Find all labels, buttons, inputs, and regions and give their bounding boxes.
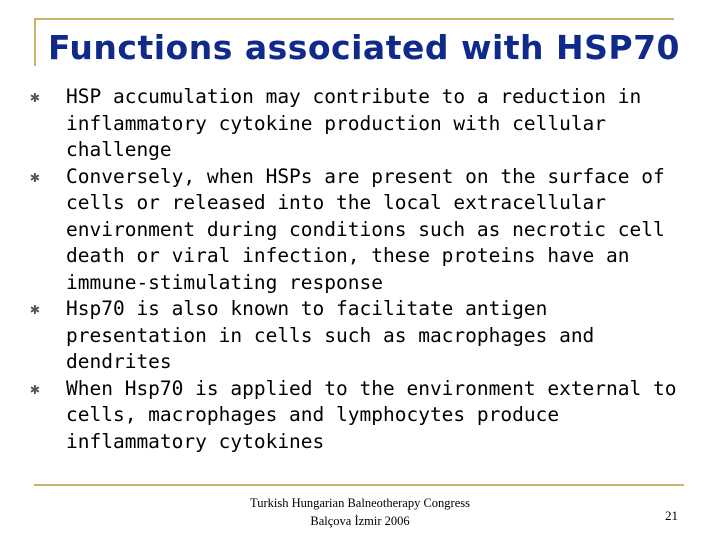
footer-rule: [34, 484, 684, 486]
asterisk-bullet-icon: ✱: [30, 166, 40, 186]
asterisk-bullet-icon: ✱: [30, 378, 40, 398]
footer-caption: [200, 494, 520, 530]
bullet-text: Conversely, when HSPs are present on the surface of cells or released into the local extracellular environment during conditions such as necrotic cell death or viral infection, these proteins have an immune-stimulating response: [66, 164, 665, 294]
bullet-text: HSP accumulation may contribute to a reduction in inflammatory cytokine production with cellular challenge: [66, 85, 642, 161]
bullet-item: [28, 376, 678, 456]
asterisk-bullet-icon: ✱: [30, 87, 40, 106]
bullet-text: When Hsp70 is applied to the environment external to cells, macrophages and lymphocytes produce inflammatory cytokines: [66, 376, 677, 453]
footer-line-1: Turkish Hungarian Balneotherapy Congress: [250, 496, 470, 510]
bullet-list: [28, 84, 678, 455]
bullet-text: Hsp70 is also known to facilitate antigen presentation in cells such as macrophages and dendrites: [66, 297, 595, 373]
title-frame-top-rule: [34, 18, 674, 20]
bullet-item: [28, 296, 678, 376]
page-number: 21: [665, 508, 678, 523]
title-frame-left-rule: [34, 18, 36, 66]
footer-line-2: Balçova İzmir 2006: [310, 514, 410, 528]
asterisk-bullet-icon: ✱: [30, 299, 40, 318]
bullet-item: [28, 164, 678, 297]
slide-title: Functions associated with HSP70: [48, 28, 681, 67]
bullet-item: [28, 84, 678, 164]
